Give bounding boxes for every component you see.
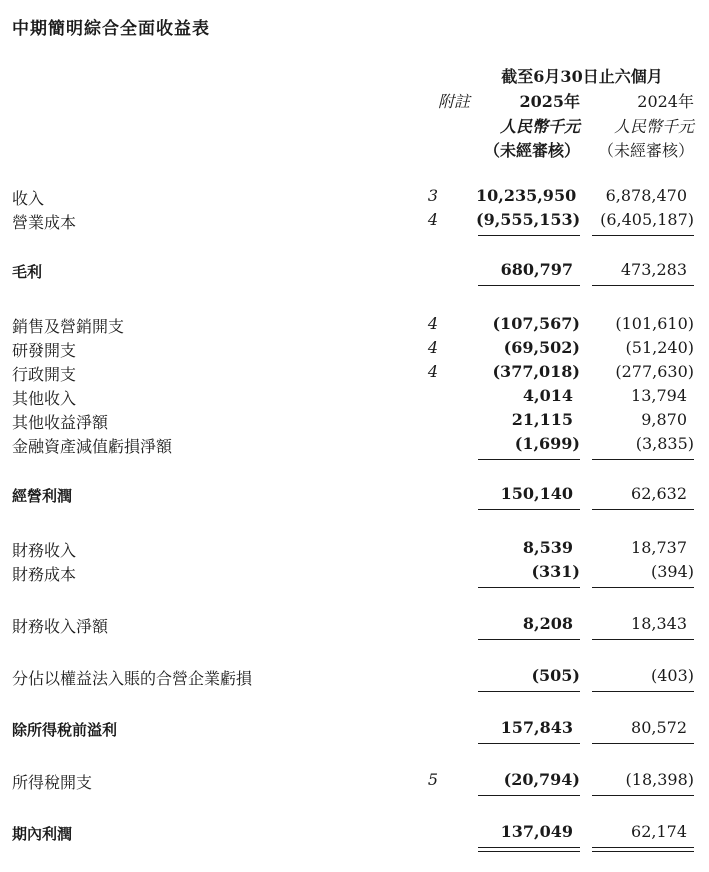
row-value-prior: 80,572	[631, 718, 687, 737]
row-label: 所得稅開支	[12, 773, 93, 792]
row-value-current: (9,555,153)	[476, 210, 581, 229]
table-row-other-income	[0, 386, 709, 410]
note-column-header: 附註	[437, 92, 470, 111]
subtotal-rule	[478, 587, 580, 588]
row-value-prior: 18,737	[631, 538, 687, 557]
audit-current-header: （未經審核）	[483, 141, 580, 160]
subtotal-rule	[478, 235, 580, 236]
table-row-rd-expenses	[0, 338, 709, 362]
row-value-current: 4,014	[522, 386, 573, 405]
year-prior-header: 2024年	[637, 92, 694, 111]
subtotal-rule	[592, 743, 694, 744]
row-value-prior: (101,610)	[615, 314, 694, 333]
statement-title: 中期簡明綜合全面收益表	[12, 19, 210, 39]
table-row-revenue	[0, 186, 709, 210]
table-row-income-tax	[0, 770, 709, 794]
row-label: 除所得稅前溢利	[12, 721, 118, 739]
row-note: 3	[427, 186, 439, 205]
row-value-prior: (394)	[650, 562, 694, 581]
row-label: 財務收入淨額	[12, 617, 109, 636]
row-label: 分佔以權益法入賬的合營企業虧損	[12, 669, 253, 688]
row-label: 財務成本	[12, 565, 77, 584]
row-value-current: (107,567)	[492, 314, 580, 333]
subtotal-rule	[478, 285, 580, 286]
row-label: 毛利	[12, 263, 43, 281]
row-value-current: 680,797	[500, 260, 573, 279]
period-header: 截至6月30日止六個月	[501, 67, 663, 86]
table-row-operating-profit	[0, 484, 709, 508]
row-note: 5	[427, 770, 439, 789]
table-row-profit-for-period	[0, 822, 709, 846]
row-label: 金融資產減值虧損淨額	[12, 437, 173, 456]
row-value-current: 21,115	[511, 410, 573, 429]
row-value-prior: 18,343	[631, 614, 687, 633]
subtotal-rule	[478, 509, 580, 510]
subtotal-rule	[478, 795, 580, 796]
subtotal-rule	[592, 285, 694, 286]
row-value-current: 150,140	[500, 484, 573, 503]
table-row-admin-expenses	[0, 362, 709, 386]
row-value-current: (505)	[531, 666, 580, 685]
total-double-rule	[592, 847, 694, 848]
row-value-current: 8,539	[522, 538, 573, 557]
table-row-selling-expenses	[0, 314, 709, 338]
row-note: 4	[427, 338, 439, 357]
row-value-prior: 6,878,470	[605, 186, 687, 205]
row-value-current: 10,235,950	[476, 186, 577, 205]
row-label: 經營利潤	[12, 487, 73, 505]
table-row-share-of-jv-losses	[0, 666, 709, 690]
subtotal-rule	[478, 691, 580, 692]
row-value-prior: (6,405,187)	[600, 210, 694, 229]
row-value-current: (331)	[531, 562, 580, 581]
table-row-impairment-losses	[0, 434, 709, 458]
table-row-net-finance-income	[0, 614, 709, 638]
row-value-current: 157,843	[500, 718, 573, 737]
table-row-other-gains	[0, 410, 709, 434]
row-label: 銷售及營銷開支	[12, 317, 125, 336]
row-note: 4	[427, 362, 439, 381]
subtotal-rule	[592, 235, 694, 236]
table-row-cost-of-sales	[0, 210, 709, 234]
row-note: 4	[427, 314, 439, 333]
subtotal-rule	[478, 743, 580, 744]
currency-current-header: 人民幣千元	[499, 117, 580, 136]
subtotal-rule	[592, 639, 694, 640]
subtotal-rule	[592, 459, 694, 460]
table-row-gross-profit	[0, 260, 709, 284]
row-value-current: 137,049	[500, 822, 573, 841]
total-double-rule	[592, 851, 694, 852]
row-value-prior: 13,794	[631, 386, 687, 405]
total-double-rule	[478, 851, 580, 852]
total-double-rule	[478, 847, 580, 848]
row-value-current: 8,208	[522, 614, 573, 633]
row-value-current: (1,699)	[514, 434, 580, 453]
subtotal-rule	[592, 509, 694, 510]
table-row-finance-income	[0, 538, 709, 562]
row-label: 研發開支	[12, 341, 77, 360]
row-label: 行政開支	[12, 365, 77, 384]
row-value-prior: (18,398)	[625, 770, 694, 789]
table-row-finance-costs	[0, 562, 709, 586]
subtotal-rule	[592, 587, 694, 588]
row-label: 財務收入	[12, 541, 77, 560]
row-value-prior: (403)	[650, 666, 694, 685]
row-value-current: (69,502)	[503, 338, 580, 357]
row-label: 其他收益淨額	[12, 413, 109, 432]
table-row-profit-before-tax	[0, 718, 709, 742]
row-label: 期內利潤	[12, 825, 73, 843]
row-label: 營業成本	[12, 213, 77, 232]
audit-prior-header: （未經審核）	[597, 141, 694, 160]
subtotal-rule	[592, 795, 694, 796]
row-label: 其他收入	[12, 389, 77, 408]
row-value-current: (377,018)	[492, 362, 580, 381]
row-value-prior: (277,630)	[615, 362, 694, 381]
row-value-prior: 9,870	[641, 410, 687, 429]
row-value-prior: 62,174	[631, 822, 687, 841]
row-note: 4	[427, 210, 439, 229]
subtotal-rule	[478, 639, 580, 640]
row-label: 收入	[12, 189, 45, 208]
year-current-header: 2025年	[519, 92, 580, 111]
row-value-prior: (3,835)	[635, 434, 694, 453]
row-value-prior: 62,632	[631, 484, 687, 503]
row-value-prior: (51,240)	[625, 338, 694, 357]
subtotal-rule	[478, 459, 580, 460]
row-value-current: (20,794)	[503, 770, 580, 789]
subtotal-rule	[592, 691, 694, 692]
row-value-prior: 473,283	[620, 260, 687, 279]
currency-prior-header: 人民幣千元	[613, 117, 694, 136]
